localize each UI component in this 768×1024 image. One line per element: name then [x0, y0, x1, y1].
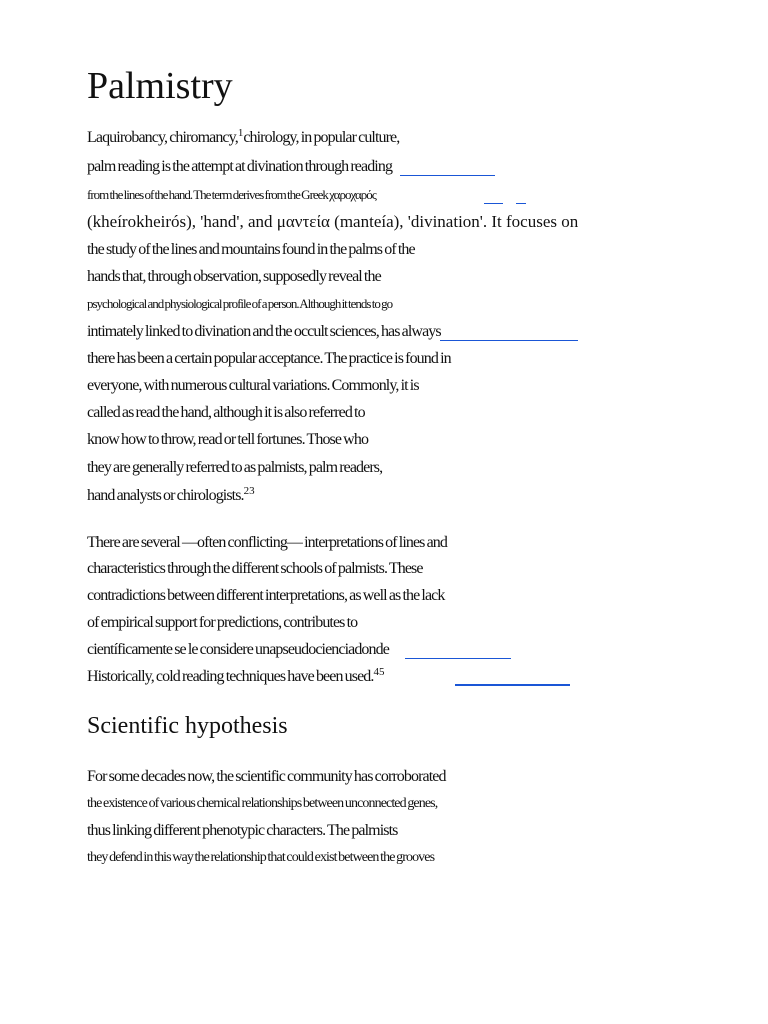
- para1-line1-end: chirology, in popular culture,: [243, 129, 400, 146]
- para3-line4: they defend in this way the relationship that could exist between the grooves: [87, 850, 435, 865]
- link-underline[interactable]: [405, 658, 511, 659]
- para1-line6: hands that, through observation, supposedly reveal the: [87, 268, 381, 285]
- para1-line8: intimately linked to divination and the occult sciences, has always: [87, 323, 441, 340]
- para1-line2: palm reading is the attempt at divination through reading: [87, 158, 393, 175]
- para2-line3: contradictions between different interpretations, as well as the lack: [87, 587, 445, 604]
- footnote-ref-45[interactable]: 45: [373, 666, 385, 678]
- para1-line13: they are generally referred to as palmists, palm readers,: [87, 459, 383, 476]
- para1-line12: know how to throw, read or tell fortunes. Those who: [87, 431, 369, 448]
- para1-line3: from the lines of the hand. The term derives from the Greek χαροχαρός: [87, 187, 376, 202]
- para1-line1-text: Laquirobancy, chiromancy,: [87, 129, 238, 146]
- link-underline[interactable]: [516, 203, 526, 204]
- para1-line11: called as read the hand, although it is also referred to: [87, 404, 365, 421]
- link-underline[interactable]: [440, 340, 578, 341]
- para2-line5: científicamente se le considere unapseudocienciadonde: [87, 641, 389, 658]
- para3-line1: For some decades now, the scientific community has corroborated: [87, 768, 446, 785]
- para1-line14-text: hand analysts or chirologists.: [87, 487, 244, 504]
- para1-line5: the study of the lines and mountains found in the palms of the: [87, 241, 415, 258]
- para1-line10: everyone, with numerous cultural variations. Commonly, it is: [87, 377, 419, 394]
- link-underline[interactable]: [484, 203, 503, 204]
- link-underline[interactable]: [400, 175, 495, 176]
- para1-line4: (kheírokheirós), 'hand', and μαντεία (manteía), 'divination'. It focuses on: [87, 212, 579, 231]
- para2-line6-text: Historically, cold reading techniques have been used.: [87, 668, 374, 685]
- page-title: Palmistry: [87, 65, 233, 107]
- para1-line1: [87, 128, 399, 148]
- para3-line2: the existence of various chemical relationships between unconnected genes,: [87, 796, 438, 811]
- para1-line7: psychological and physiological profile of a person. Although it tends to go: [87, 296, 393, 311]
- para1-line9: there has been a certain popular acceptance. The practice is found in: [87, 350, 451, 367]
- link-underline[interactable]: [455, 684, 570, 686]
- footnote-ref-1[interactable]: 1: [237, 127, 244, 139]
- para2-line1: There are several —often conflicting— interpretations of lines and: [87, 534, 447, 551]
- para1-line14: [87, 486, 255, 506]
- para2-line2: characteristics through the different schools of palmists. These: [87, 560, 423, 577]
- para2-line4: of empirical support for predictions, contributes to: [87, 614, 358, 631]
- para2-line6: [87, 667, 384, 687]
- para3-line3: thus linking different phenotypic characters. The palmists: [87, 822, 398, 839]
- section-heading-scientific-hypothesis: Scientific hypothesis: [87, 713, 288, 739]
- footnote-ref-23[interactable]: 23: [243, 485, 255, 497]
